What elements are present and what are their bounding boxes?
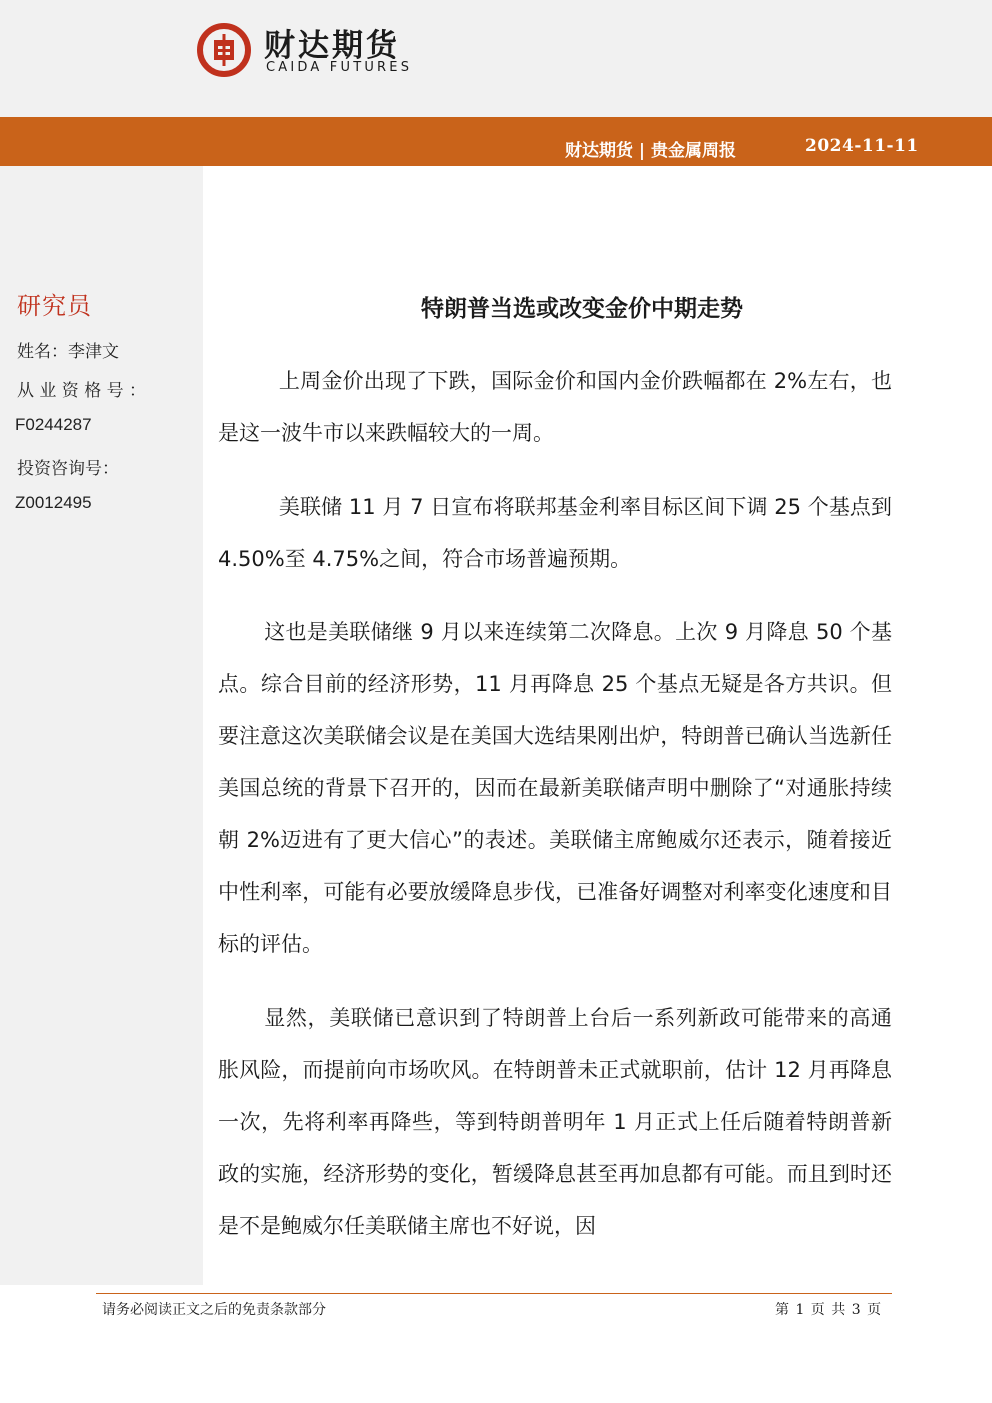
- analyst-sidebar: [0, 166, 203, 1285]
- report-date: 2024-11-11: [805, 136, 919, 156]
- disclaimer-note: 请务必阅读正文之后的免责条款部分: [102, 1302, 326, 1318]
- qualification-number: F0244287: [15, 415, 92, 434]
- paragraph-2: 美联储 11 月 7 日宣布将联邦基金利率目标区间下调 25 个基点到 4.50%至 4.75%之间，符合市场普遍预期。: [218, 495, 892, 571]
- consulting-label: 投资咨询号：: [17, 459, 119, 479]
- report-series-title: 财达期货 | 贵金属周报: [565, 141, 737, 161]
- article-title: 特朗普当选或改变金价中期走势: [421, 296, 743, 322]
- analyst-name: 姓名：李津文: [17, 342, 119, 362]
- qualification-label: 从 业 资 格 号 ：: [17, 381, 147, 401]
- page-number: 第 1 页 共 3 页: [775, 1302, 882, 1318]
- brand-name-en: CAIDA FUTURES: [266, 60, 413, 75]
- researcher-heading: 研究员: [17, 292, 92, 320]
- paragraph-1: 上周金价出现了下跌，国际金价和国内金价跌幅都在 2%左右，也是这一波牛市以来跌幅较大的一周。: [218, 369, 892, 445]
- caida-logo-icon: [196, 22, 252, 78]
- page-header: [0, 0, 992, 117]
- footer-divider: [96, 1293, 892, 1294]
- paragraph-3: 这也是美联储继 9 月以来连续第二次降息。上次 9 月降息 50 个基点。综合目前的经济形势，11 月再降息 25 个基点无疑是各方共识。但要注意这次美联储会议是在美国大选结果刚出炉，特朗普已确认当选新任美国总统的背景下召开的，因而在最新美联储声明中删除了“对通胀持续朝 2%迈进有了更大信心”的表述。美联储主席鲍威尔还表示，随着接近中性利率，可能有必要放缓降息步伐，已准备好调整对利率变化速度和目标的评估。: [218, 620, 892, 956]
- paragraph-4: 显然，美联储已意识到了特朗普上台后一系列新政可能带来的高通胀风险，而提前向市场吹风。在特朗普未正式就职前，估计 12 月再降息一次，先将利率再降些，等到特朗普明年 1 月正式上任后随着特朗普新政的实施，经济形势的变化，暂缓降息甚至再加息都有可能。而且到时还是不是鲍威尔任美联储主席也不好说，因: [218, 1006, 892, 1238]
- brand-name-cn: 财达期货: [264, 28, 400, 64]
- consulting-number: Z0012495: [15, 493, 92, 512]
